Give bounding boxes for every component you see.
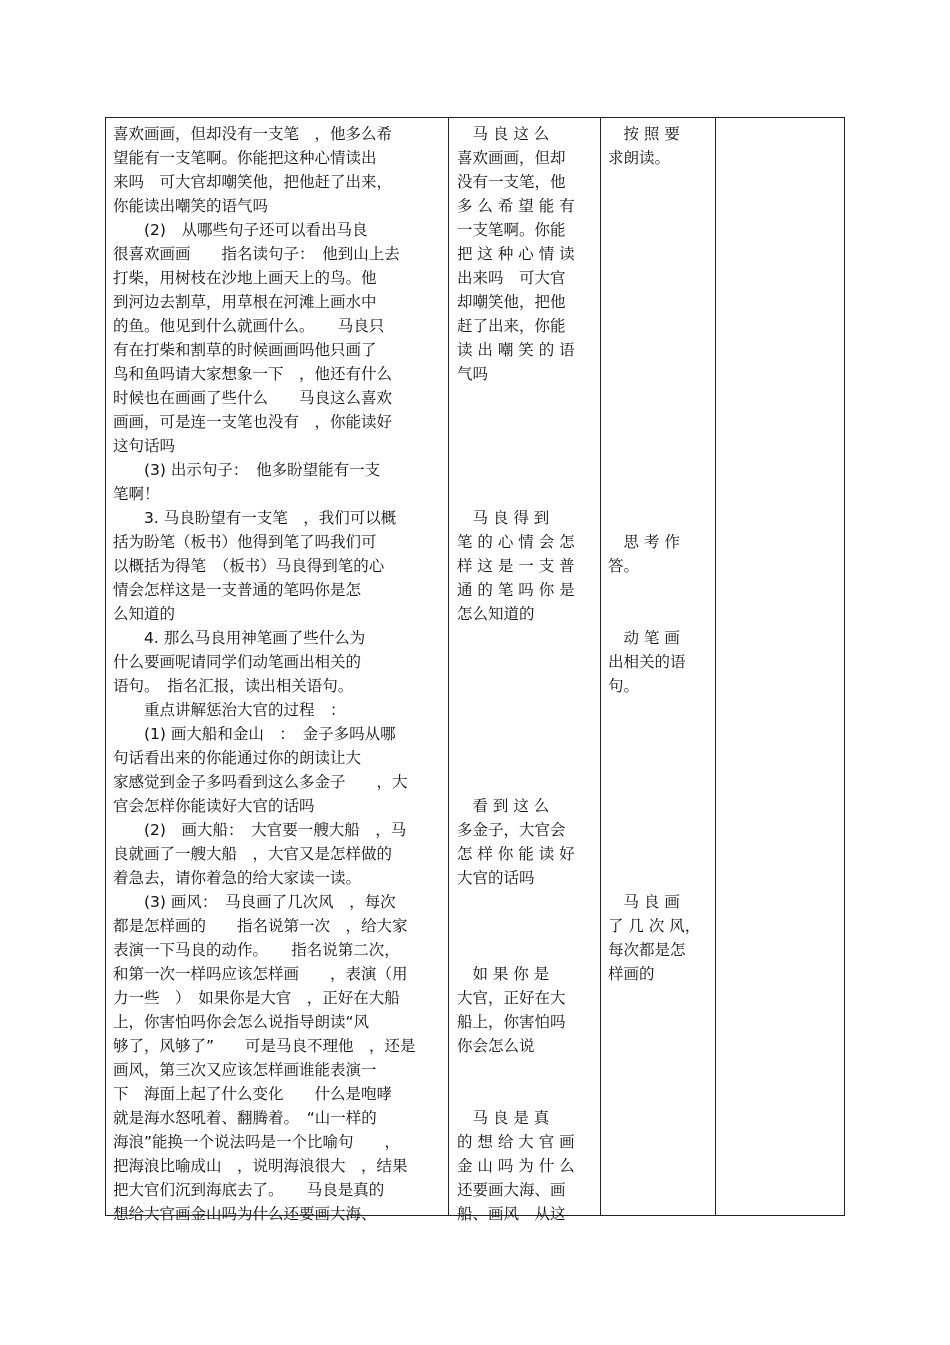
text-line: 句话看出来的你能通过你的朗读让大 [113, 749, 362, 767]
column-divider-2 [600, 118, 601, 1215]
text-line: 每次都是怎 [608, 941, 686, 959]
text-line: 望能有一支笔啊。你能把这种心情读出 [113, 149, 377, 167]
col2-paragraph [457, 962, 566, 1058]
column-divider-3 [715, 118, 716, 1215]
text-line: 样画的 [608, 965, 655, 983]
column-divider-1 [448, 118, 449, 1215]
text-line: 答。 [608, 557, 640, 575]
text-line: 样 这 是 一 支 普 [457, 557, 575, 575]
text-line: 一支笔啊。你能 [457, 221, 566, 239]
text-line: 句。 [608, 677, 640, 695]
text-line: 这句话吗 [113, 437, 176, 455]
text-line: 括为盼笔（板书）他得到笔了吗我们可 [113, 533, 377, 551]
text-line: 家感觉到金子多吗看到这么多金子 ，大 [113, 773, 408, 791]
text-line: 语句。 指名汇报，读出相关语句。 [113, 677, 354, 695]
text-line: 大官，正好在大 [457, 989, 566, 1007]
text-line: (3) 画风： 马良画了几次风 ，每次 [113, 893, 396, 911]
text-line: 时候也在画画了些什么 马良这么喜欢 [113, 389, 393, 407]
text-line: 把海浪比喻成山 ，说明海浪很大 ，结果 [113, 1157, 408, 1175]
col2-paragraph [457, 794, 575, 890]
text-line: 都是怎样画的 指名说第一次 ，给大家 [113, 917, 408, 935]
col3-paragraph [608, 530, 680, 578]
text-line: 马 良 得 到 [457, 509, 550, 527]
text-line: 喜欢画画，但却 [457, 149, 566, 167]
text-line: 重点讲解惩治大官的过程 ： [113, 701, 346, 719]
col2-paragraph [457, 506, 575, 626]
text-line: 什么要画呢请同学们动笔画出相关的 [113, 653, 362, 671]
text-line: 动 笔 画 [608, 629, 680, 647]
text-line: 大官的话吗 [457, 869, 535, 887]
text-line: 力一些 ） 如果你是大官 ，正好在大船 [113, 989, 400, 1007]
text-line: 看 到 这 么 [457, 797, 550, 815]
text-line: 赶了出来，你能 [457, 317, 566, 335]
col1-paragraph [113, 458, 380, 506]
col1-paragraph [113, 818, 406, 890]
text-line: 画画，可是连一支笔也没有 ，你能读好 [113, 413, 393, 431]
col3-paragraph [608, 626, 686, 698]
text-line: 来吗 可大官却嘲笑他，把他赶了出来， [113, 173, 393, 191]
text-line: 求朗读。 [608, 149, 671, 167]
text-line: 马 良 是 真 [457, 1109, 550, 1127]
text-line: 马 良 画 [608, 893, 680, 911]
text-line: 海浪”能换一个说法吗是一个比喻句 ， [113, 1133, 401, 1151]
text-line: 把 这 种 心 情 读 [457, 245, 575, 263]
col1-paragraph [113, 698, 346, 722]
col2-paragraph [457, 1106, 575, 1226]
text-line: 笔啊！ [113, 485, 160, 503]
text-line: 了 几 次 风， [608, 917, 701, 935]
text-line: 上，你害怕吗你会怎么说指导朗读“风 [113, 1013, 370, 1031]
text-line: 官会怎样你能读好大官的话吗 [113, 797, 315, 815]
text-line: 按 照 要 [608, 125, 680, 143]
col2-paragraph [457, 122, 575, 386]
col3-paragraph [608, 122, 680, 170]
col1-paragraph [113, 890, 416, 1226]
text-line: 良就画了一艘大船 ，大官又是怎样做的 [113, 845, 393, 863]
text-line: 读 出 嘲 笑 的 语 [457, 341, 575, 359]
lesson-plan-table [105, 117, 845, 1223]
text-line: 情会怎样这是一支普通的笔吗你是怎 [113, 581, 362, 599]
text-line: 很喜欢画画 指名读句子： 他到山上去 [113, 245, 400, 263]
text-line: 以概括为得笔 （板书）马良得到笔的心 [113, 557, 385, 575]
text-line: 却嘲笑他，把他 [457, 293, 566, 311]
col3-paragraph [608, 890, 700, 986]
text-line: (3) 出示句子： 他多盼望能有一支 [113, 461, 381, 479]
text-line: 的 想 给 大 官 画 [457, 1133, 575, 1151]
col1-paragraph [113, 122, 392, 218]
text-line: 船、画风 从这 [457, 1205, 566, 1223]
col1-paragraph [113, 722, 408, 818]
col1-paragraph [113, 626, 365, 698]
text-line: 如 果 你 是 [457, 965, 550, 983]
text-line: (2) 从哪些句子还可以看出马良 [113, 221, 368, 239]
text-line: 船上，你害怕吗 [457, 1013, 566, 1031]
text-line: 多 么 希 望 能 有 [457, 197, 575, 215]
text-line: 到河边去割草，用草根在河滩上画水中 [113, 293, 377, 311]
text-line: 怎么知道的 [457, 605, 535, 623]
text-line: 鸟和鱼吗请大家想象一下 ，他还有什么 [113, 365, 393, 383]
text-line: 你会怎么说 [457, 1037, 535, 1055]
text-line: 你能读出嘲笑的语气吗 [113, 197, 269, 215]
col1-paragraph [113, 218, 400, 458]
text-line: 4. 那么马良用神笔画了些什么为 [113, 629, 366, 647]
text-line: 气吗 [457, 365, 489, 383]
text-line: 笔 的 心 情 会 怎 [457, 533, 575, 551]
text-line: 把大官们沉到海底去了。 马良是真的 [113, 1181, 385, 1199]
col1-paragraph [113, 506, 396, 626]
text-line: 马 良 这 么 [457, 125, 550, 143]
text-line: 金 山 吗 为 什 么 [457, 1157, 575, 1175]
text-line: 下 海面上起了什么变化 什么是咆哮 [113, 1085, 393, 1103]
text-line: 多金子，大官会 [457, 821, 566, 839]
text-line: 有在打柴和割草的时候画画吗他只画了 [113, 341, 377, 359]
text-line: 怎 样 你 能 读 好 [457, 845, 575, 863]
text-line: 没有一支笔，他 [457, 173, 566, 191]
text-line: 就是海水怒吼着、翻腾着。 “山一样的 [113, 1109, 377, 1127]
text-line: 么知道的 [113, 605, 176, 623]
text-line: 和第一次一样吗应该怎样画 ，表演（用 [113, 965, 408, 983]
text-line: 的鱼。他见到什么就画什么。 马良只 [113, 317, 385, 335]
text-line: (1) 画大船和金山 ： 金子多吗从哪 [113, 725, 396, 743]
text-line: 思 考 作 [608, 533, 680, 551]
text-line: 着急去，请你着急的给大家读一读。 [113, 869, 362, 887]
text-line: 3. 马良盼望有一支笔 ，我们可以概 [113, 509, 397, 527]
text-line: 还要画大海、画 [457, 1181, 566, 1199]
text-line: 打柴，用树枝在沙地上画天上的鸟。他 [113, 269, 377, 287]
text-line: 出来吗 可大官 [457, 269, 566, 287]
text-line: 画风，第三次又应该怎样画谁能表演一 [113, 1061, 377, 1079]
text-line: 通 的 笔 吗 你 是 [457, 581, 575, 599]
text-line: 喜欢画画，但却没有一支笔 ，他多么希 [113, 125, 393, 143]
text-line: 表演一下马良的动作。 指名说第二次， [113, 941, 400, 959]
text-line: 出相关的语 [608, 653, 686, 671]
text-line: 够了，风够了” 可是马良不理他 ，还是 [113, 1037, 416, 1055]
text-line: 想给大官画金山吗为什么还要画大海、 [113, 1205, 377, 1223]
text-line: (2) 画大船： 大官要一艘大船 ，马 [113, 821, 407, 839]
